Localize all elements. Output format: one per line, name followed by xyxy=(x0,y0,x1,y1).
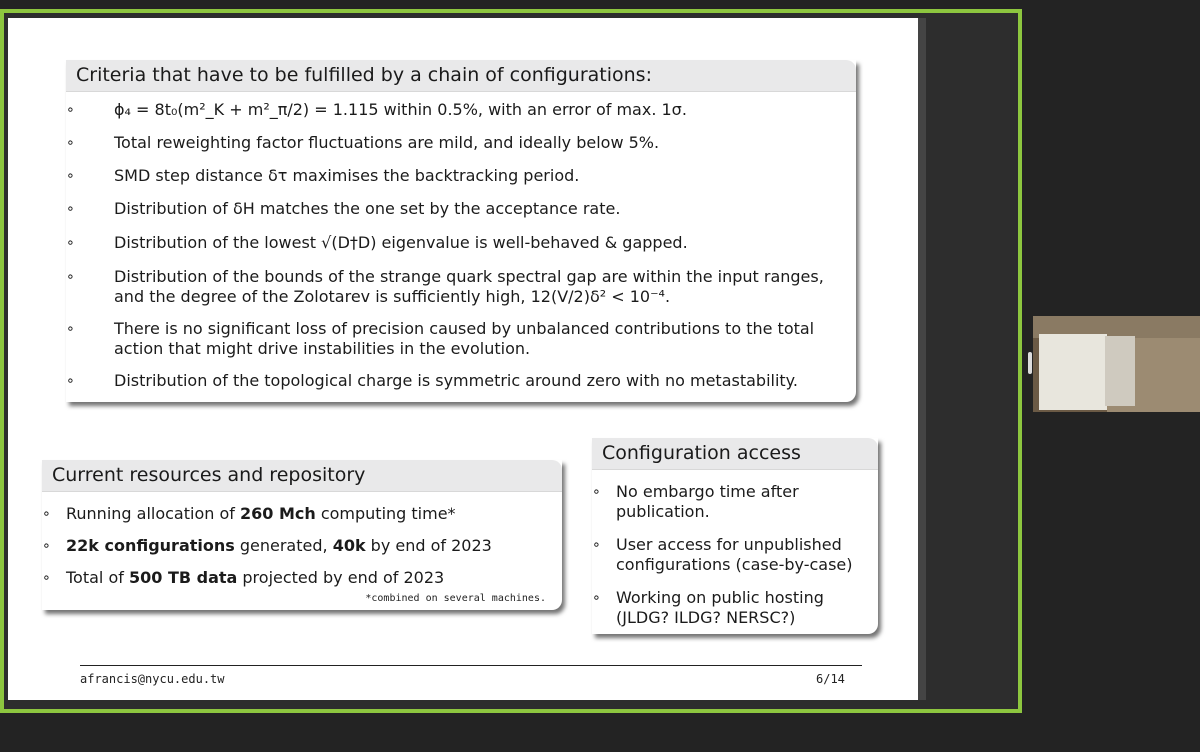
criterion-text: Distribution of δH matches the one set by the acceptance rate. xyxy=(114,199,621,218)
criterion-text: Distribution of the topological charge is symmetric around zero with no metastability. xyxy=(114,371,798,390)
resource-highlight: 22k configurations xyxy=(66,536,235,555)
bullet-icon: ∘ xyxy=(592,537,601,553)
resources-list xyxy=(42,504,562,588)
resource-text: Total of xyxy=(66,568,129,587)
resources-title: Current resources and repository xyxy=(42,460,562,492)
thumbnail-resize-handle[interactable] xyxy=(1028,352,1032,374)
bullet-icon: ∘ xyxy=(42,506,51,522)
list-item xyxy=(592,588,878,628)
bullet-icon: ∘ xyxy=(66,201,75,217)
criterion-text: Total reweighting factor fluctuations are mild, and ideally below 5%. xyxy=(114,133,660,152)
bullet-icon: ∘ xyxy=(66,269,75,285)
resource-text: computing time* xyxy=(315,504,456,523)
list-item xyxy=(592,482,878,522)
resource-highlight: 500 TB data xyxy=(128,568,238,587)
access-block xyxy=(592,438,878,634)
list-item xyxy=(66,100,856,120)
bullet-icon: ∘ xyxy=(42,570,51,586)
resource-text: projected by end of 2023 xyxy=(237,568,445,587)
criterion-text: SMD step distance δτ maximises the backtracking period. xyxy=(114,166,580,185)
criterion-text: Distribution of the bounds of the strange quark spectral gap are within the input ranges, and the degree of the Zolotarev is sufficiently high, 12(V/2)δ² < 10⁻⁴. xyxy=(114,267,824,306)
list-item xyxy=(66,133,856,153)
list-item xyxy=(66,233,856,253)
criterion-text: ϕ₄ = 8t₀(m²_K + m²_π/2) = 1.115 within 0.5%, with an error of max. 1σ. xyxy=(114,100,687,119)
bullet-icon: ∘ xyxy=(66,135,75,151)
page-number: 6/14 xyxy=(816,672,845,686)
access-text: Working on public hosting (JLDG? ILDG? NERSC?) xyxy=(616,588,824,627)
access-list xyxy=(592,482,878,628)
bullet-icon: ∘ xyxy=(42,538,51,554)
access-title: Configuration access xyxy=(592,438,878,470)
list-item xyxy=(66,371,856,391)
resource-highlight: 40k xyxy=(332,536,366,555)
access-text: No embargo time after publication. xyxy=(616,482,799,521)
criteria-title: Criteria that have to be fulfilled by a chain of configurations: xyxy=(66,60,856,92)
resource-text: by end of 2023 xyxy=(365,536,492,555)
resource-text: generated, xyxy=(234,536,333,555)
list-item xyxy=(592,535,878,575)
criteria-block xyxy=(66,60,856,402)
footer-email: afrancis@nycu.edu.tw xyxy=(80,672,225,686)
resource-text: Running allocation of xyxy=(66,504,240,523)
video-projected-screen xyxy=(1105,336,1135,406)
list-item xyxy=(42,568,562,588)
list-item xyxy=(66,267,856,307)
bullet-icon: ∘ xyxy=(66,321,75,337)
criterion-text: Distribution of the lowest √(D†D) eigenvalue is well-behaved & gapped. xyxy=(114,233,688,252)
bullet-icon: ∘ xyxy=(592,484,601,500)
resource-highlight: 260 Mch xyxy=(239,504,316,523)
video-projected-slide xyxy=(1039,334,1107,410)
presentation-slide xyxy=(8,18,918,700)
bullet-icon: ∘ xyxy=(592,590,601,606)
criteria-list xyxy=(66,100,856,391)
resources-footnote: *combined on several machines. xyxy=(365,593,546,604)
resources-block xyxy=(42,460,562,610)
list-item xyxy=(66,319,856,359)
list-item xyxy=(66,166,856,186)
criterion-text: There is no significant loss of precision caused by unbalanced contributions to the total action that might drive instabilities in the evolution. xyxy=(114,319,815,358)
access-text: User access for unpublished configurations (case-by-case) xyxy=(616,535,853,574)
list-item xyxy=(42,536,562,556)
bullet-icon: ∘ xyxy=(66,102,75,118)
list-item xyxy=(42,504,562,524)
bullet-icon: ∘ xyxy=(66,235,75,251)
speaker-video-thumbnail[interactable] xyxy=(1033,316,1200,412)
bullet-icon: ∘ xyxy=(66,168,75,184)
footer-divider xyxy=(80,665,862,666)
bullet-icon: ∘ xyxy=(66,373,75,389)
slide-edge xyxy=(918,18,926,700)
list-item xyxy=(66,199,856,219)
